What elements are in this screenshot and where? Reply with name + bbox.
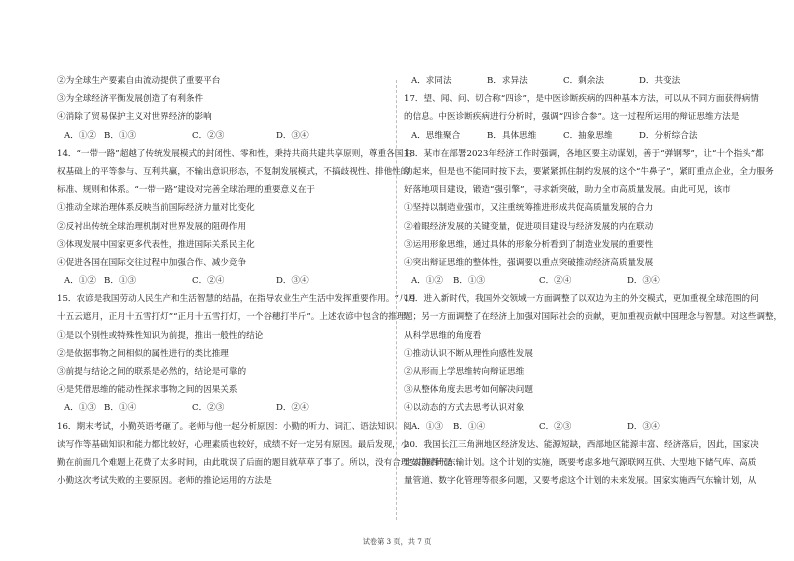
- q14-stem-line-1: 14．“一带一路”超越了传统发展模式的封闭性、零和性，秉持共商共建共享原则，尊重各国主: [57, 148, 412, 159]
- q16-choice-c[interactable]: C．剩余法: [563, 76, 604, 86]
- q18-option-1: ①坚持以制造业强市，又注重统筹推进形成共促高质量发展的合力: [404, 203, 654, 214]
- page-footer: 试卷第 3 页，共 7 页: [362, 537, 432, 546]
- q18-stem-line-1: 18．某市在部署2023年经济工作时强调，各地区要主动谋划，善于“弹钢琴”，让“十个指头”都: [404, 148, 764, 159]
- q13-option-2: ②为全球生产要素自由流动提供了重要平台: [57, 76, 221, 86]
- q14-choice-c[interactable]: C．②④: [192, 276, 225, 287]
- q20-stem-line-2: 定实施西气东输计划。这个计划的实施，既要考虑多地气源联网互供、大型地下储气库、高质: [404, 457, 757, 468]
- q16-stem-line-1: 16．期末考试，小勤英语考砸了。老师与他一起分析原因：小勤的听力、词汇、语法知识、阅: [57, 421, 412, 432]
- q13-choice-d[interactable]: D．③④: [276, 130, 309, 141]
- q19-option-2: ②从形而上学思维转向辩证思维: [404, 367, 525, 377]
- q14-option-4: ④促进各国在国际交往过程中加强合作、减少竞争: [57, 257, 247, 268]
- q19-choice-b[interactable]: B．①④: [453, 421, 486, 432]
- q16-choice-a[interactable]: A．求同法: [411, 76, 452, 86]
- q14-choices: [57, 272, 387, 290]
- q19-choice-d[interactable]: D．③④: [627, 421, 660, 432]
- q14-stem-line-3: 标准、规则和体系。“一带一路”建设对完善全球治理的重要意义在于: [57, 185, 316, 196]
- q17-choice-a[interactable]: A．思维聚合: [411, 130, 461, 141]
- q19-stem-line-2: 题；另一方面调整了在经济上加强对国际社会的贡献，更加重视贡献中国理念与智慧。对这些调整，: [404, 312, 783, 323]
- q20-stem-line-3: 量管道、数字化管理等很多问题，又要考虑这个计划的未来发展。国家实施西气东输计划，从: [404, 476, 757, 487]
- q15-choices: [57, 399, 387, 417]
- q16-choices: [404, 72, 737, 90]
- q19-stem-line-1: 19．进入新时代，我国外交领域一方面调整了以双边为主的外交模式，更加重视全球范围的问: [404, 294, 759, 305]
- q14-option-2: ②反衬出传统全球治理机制对世界发展的阻碍作用: [57, 221, 247, 232]
- q17-choice-b[interactable]: B．具体思维: [487, 130, 537, 141]
- q18-stem-line-3: 好落地项目建设，锻造“强引擎”，寻求新突破，助力全市高质量发展。由此可见，该市: [404, 185, 731, 196]
- q14-stem-line-2: 权基础上的平等参与、互利共赢，不输出意识形态，不复制发展模式，不搞歧视性、排他性的: [57, 166, 410, 177]
- q15-choice-b[interactable]: B．①④: [104, 403, 137, 414]
- q14-option-1: ①推动全球治理体系反映当前国际经济力量对比变化: [57, 203, 255, 214]
- q15-stem-line-2: 十五云遮月，正月十五雪打灯”“正月十五雪打灯，一个谷穗打半斤”。上述农谚中包含的推理: [57, 312, 406, 323]
- q18-choice-c[interactable]: C．②④: [539, 276, 572, 287]
- q19-option-4: ④以动态的方式去思考认识对象: [404, 403, 525, 414]
- q13-choices: [57, 127, 387, 145]
- q17-choices: [404, 127, 737, 145]
- q14-choice-b[interactable]: B．①③: [104, 276, 137, 287]
- q13-choice-b[interactable]: B．①③: [104, 130, 137, 141]
- q13-choice-a[interactable]: A．①②: [64, 130, 96, 141]
- q15-choice-a[interactable]: A．①③: [64, 403, 96, 414]
- q15-choice-d[interactable]: D．②④: [276, 403, 309, 414]
- q19-choices: [404, 418, 737, 436]
- q16-stem-line-2: 读写作等基础知识和能力都比较好，心理素质也较好，成绩不好一定另有原因。最后发现，小: [57, 439, 410, 450]
- q18-choices: [404, 272, 737, 290]
- q20-stem-line-1: 20．我国长江三角洲地区经济发达、能源短缺，西部地区能源丰富、经济落后，因此，国家决: [404, 439, 759, 450]
- q15-choice-c[interactable]: C．②③: [192, 403, 225, 414]
- right-column: [404, 72, 783, 490]
- q19-option-1: ①推动认识不断从理性向感性发展: [404, 348, 533, 359]
- q19-choice-a[interactable]: A．①③: [411, 421, 443, 432]
- q14-option-3: ③体现发展中国家更多代表性，推进国际关系民主化: [57, 239, 255, 250]
- q17-choice-d[interactable]: D．分析综合法: [639, 130, 698, 141]
- q19-stem-line-3: 从科学思维的角度看: [404, 330, 482, 341]
- q14-choice-d[interactable]: D．③④: [276, 276, 309, 287]
- q18-choice-b[interactable]: B．①③: [453, 276, 486, 287]
- q18-choice-d[interactable]: D．③④: [627, 276, 660, 287]
- q18-option-3: ③运用形象思维，通过具体的形象分析看到了制造业发展的重要性: [404, 239, 654, 250]
- q16-stem-line-3: 勤在前面几个难题上花费了太多时间，由此耽误了后面的题目就草草了事了。所以，没有合理安排时间是: [57, 457, 453, 468]
- q18-option-4: ④突出辩证思维的整体性，强调要以重点突破推动经济高质量发展: [404, 257, 654, 268]
- q13-option-4: ④消除了贸易保护主义对世界经济的影响: [57, 112, 212, 123]
- q18-choice-a[interactable]: A．①②: [411, 276, 443, 287]
- q15-option-1: ①是以个别性或特殊性知识为前提，推出一般性的结论: [57, 330, 264, 341]
- q15-option-3: ③前提与结论之间的联系是必然的，结论是可靠的: [57, 367, 247, 377]
- q15-stem-line-1: 15．农谚是我国劳动人民生产和生活智慧的结晶，在指导农业生产生活中发挥重要作用。“八月: [57, 294, 417, 305]
- q16-choice-d[interactable]: D．共变法: [639, 76, 681, 86]
- q18-stem-line-2: 动起来，但是也不能同时按下去，要紧紧抓住制约发展的这个“牛鼻子”，紧盯重点企业，全力服务: [404, 166, 774, 177]
- q15-option-4: ④是凭借思维的能动性探求事物之间的因果关系: [57, 385, 238, 396]
- q16-choice-b[interactable]: B．求异法: [487, 76, 528, 86]
- q18-option-2: ②着眼经济发展的关键变量，促进项目建设与经济发展的内在联动: [404, 221, 654, 232]
- q16-stem-line-4: 小勤这次考试失败的主要原因。老师的推论运用的方法是: [57, 476, 272, 487]
- q19-choice-c[interactable]: C．②③: [539, 421, 572, 432]
- column-divider: [396, 80, 397, 520]
- q13-choice-c[interactable]: C．②③: [192, 130, 225, 141]
- q14-choice-a[interactable]: A．①②: [64, 276, 96, 287]
- q17-stem-line-1: 17．望、闻、问、切合称“四诊”，是中医诊断疾病的四种基本方法，可以从不同方面获得病情: [404, 94, 759, 105]
- q17-stem-line-2: 的信息。中医诊断疾病进行分析时，强调“四诊合参”。这一过程所运用的辩证思维方法是: [404, 112, 740, 123]
- q19-option-3: ③从整体角度去思考如何解决问题: [404, 385, 533, 396]
- q15-option-2: ②是依据事物之间相似的属性进行的类比推理: [57, 348, 229, 359]
- q13-option-3: ③为全球经济平衡发展创造了有利条件: [57, 94, 204, 105]
- q17-choice-c[interactable]: C．抽象思维: [563, 130, 613, 141]
